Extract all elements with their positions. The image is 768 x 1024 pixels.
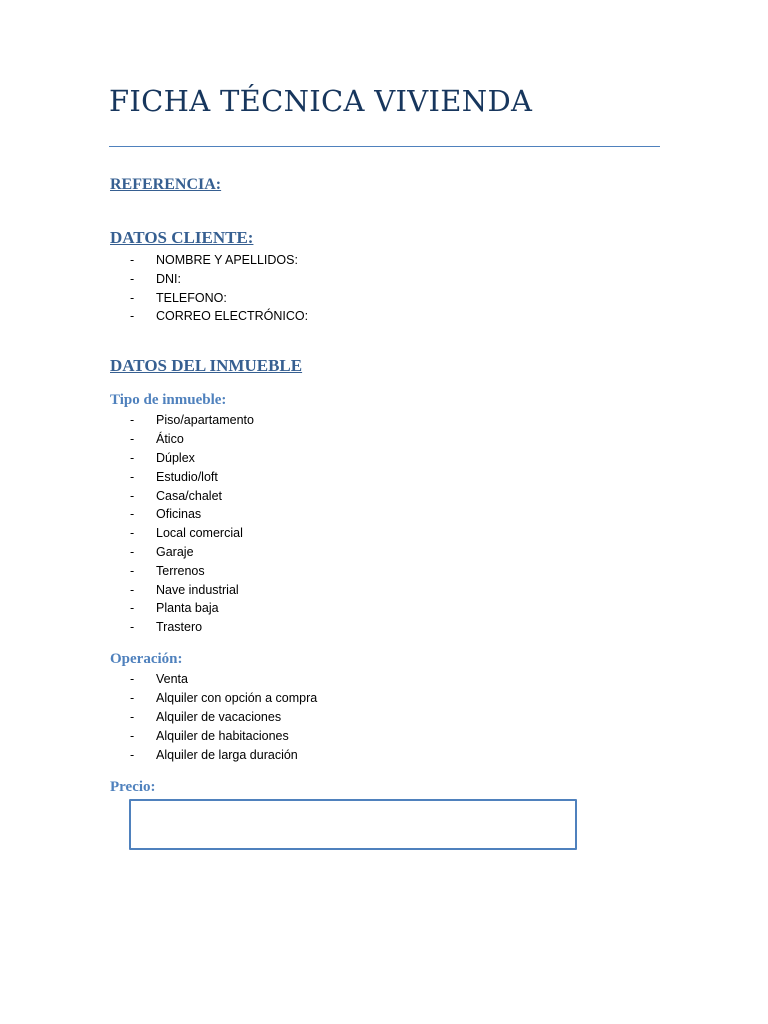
bullet-dash: -	[130, 450, 135, 465]
list-item	[130, 726, 317, 745]
list-item-label: Piso/apartamento	[156, 413, 254, 428]
tipo-inmueble-heading: Tipo de inmueble:	[110, 392, 227, 408]
list-item	[130, 618, 254, 637]
bullet-dash: -	[130, 620, 135, 635]
bullet-dash: -	[130, 253, 135, 268]
list-item-label: CORREO ELECTRÓNICO:	[156, 309, 309, 324]
list-item-label: Dúplex	[156, 450, 195, 465]
list-item	[130, 505, 254, 524]
referencia-heading: REFERENCIA:	[110, 176, 222, 193]
list-item	[130, 307, 308, 326]
list-item	[130, 708, 317, 727]
list-item	[130, 543, 254, 562]
bullet-dash: -	[130, 290, 135, 305]
bullet-dash: -	[130, 544, 135, 559]
list-item	[130, 745, 317, 764]
title-divider	[109, 146, 660, 147]
bullet-dash: -	[130, 272, 135, 287]
list-item-label: Local comercial	[156, 526, 243, 541]
datos-cliente-heading: DATOS CLIENTE:	[110, 228, 254, 247]
bullet-dash: -	[130, 691, 135, 706]
bullet-dash: -	[130, 526, 135, 541]
operacion-heading: Operación:	[110, 651, 183, 667]
list-item	[130, 486, 254, 505]
bullet-dash: -	[130, 672, 135, 687]
list-item	[130, 467, 254, 486]
list-item	[130, 599, 254, 618]
list-item-label: Planta baja	[156, 601, 219, 616]
list-item	[130, 670, 317, 689]
list-item-label: Nave industrial	[156, 582, 239, 597]
list-item	[130, 561, 254, 580]
list-item-label: Alquiler de habitaciones	[156, 728, 289, 743]
list-item-label: Terrenos	[156, 563, 205, 578]
bullet-dash: -	[130, 309, 135, 324]
bullet-dash: -	[130, 582, 135, 597]
list-item-label: Venta	[156, 672, 188, 687]
bullet-dash: -	[130, 432, 135, 447]
list-item-label: Oficinas	[156, 507, 202, 522]
precio-heading: Precio:	[110, 779, 156, 795]
list-item-label: TELEFONO:	[156, 290, 227, 305]
list-item	[130, 251, 308, 270]
list-item-label: Garaje	[156, 544, 194, 559]
list-item-label: Casa/chalet	[156, 488, 223, 503]
operacion-list	[130, 670, 317, 764]
list-item	[130, 689, 317, 708]
list-item-label: NOMBRE Y APELLIDOS:	[156, 253, 298, 268]
bullet-dash: -	[130, 469, 135, 484]
bullet-dash: -	[130, 507, 135, 522]
list-item	[130, 411, 254, 430]
list-item	[130, 580, 254, 599]
bullet-dash: -	[130, 709, 135, 724]
bullet-dash: -	[130, 413, 135, 428]
list-item-label: Trastero	[156, 620, 203, 635]
list-item	[130, 288, 308, 307]
list-item-label: Estudio/loft	[156, 469, 218, 484]
document-title: FICHA TÉCNICA VIVIENDA	[109, 84, 533, 118]
list-item-label: Alquiler de larga duración	[156, 747, 298, 762]
list-item-label: Alquiler con opción a compra	[156, 691, 318, 706]
list-item-label: DNI:	[156, 272, 181, 287]
list-item	[130, 270, 308, 289]
list-item-label: Alquiler de vacaciones	[156, 709, 282, 724]
bullet-dash: -	[130, 488, 135, 503]
list-item	[130, 449, 254, 468]
bullet-dash: -	[130, 747, 135, 762]
tipo-inmueble-list	[130, 411, 254, 637]
list-item	[130, 524, 254, 543]
datos-inmueble-heading: DATOS DEL INMUEBLE	[110, 356, 303, 375]
list-item-label: Ático	[156, 432, 184, 447]
datos-cliente-list	[130, 251, 308, 326]
list-item	[130, 430, 254, 449]
bullet-dash: -	[130, 601, 135, 616]
bullet-dash: -	[130, 728, 135, 743]
precio-field[interactable]	[129, 799, 577, 850]
bullet-dash: -	[130, 563, 135, 578]
